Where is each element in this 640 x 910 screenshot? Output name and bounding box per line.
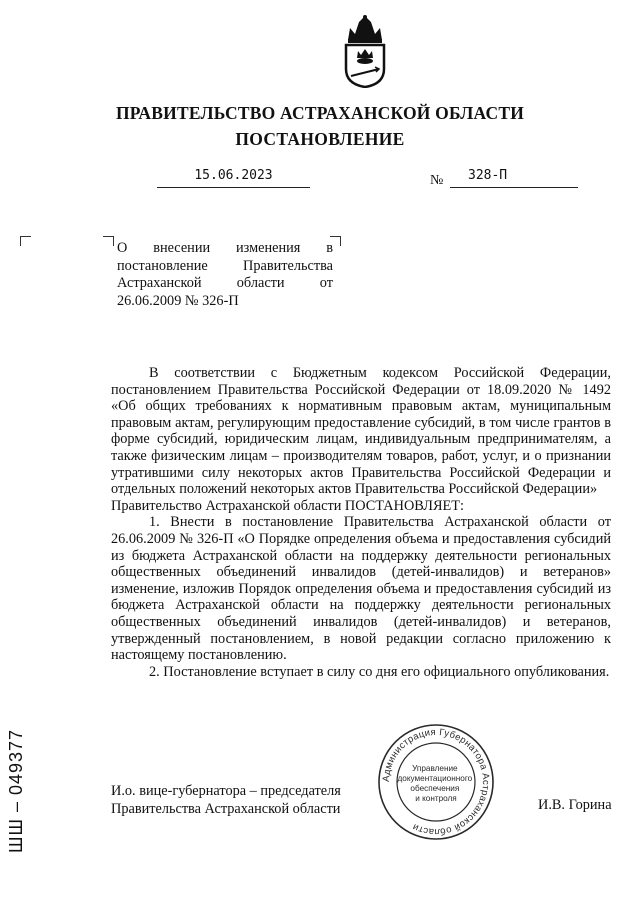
corner-mark xyxy=(20,236,31,246)
stamp-center-line: Управление xyxy=(412,764,458,773)
form-serial-number: ШШ – 049377 xyxy=(6,728,26,853)
number-label: № xyxy=(430,173,444,188)
stamp-center-line: и контроля xyxy=(415,794,457,803)
signatory-name: И.В. Горина xyxy=(538,797,612,813)
svg-text:Управление документационно xyxy=(398,764,475,803)
preamble-paragraph: В соответствии с Бюджетным кодексом Российской Федерации, постановлением Правительства Российской Федерации от 18.09.2020 № 1492 «Об общих требованиях к нормативным правовым актам, муниципальным правовым актам, регулирующим предоставление субсидий, в том числе грантов в форме субсидий, юридическим лицам, индивидуальным предпринимателям, а также физическим лицам – производителям товаров, работ, услуг, и о признании утратившими силу некоторых актов Правительства Российской Федерации и отдельных положений некоторых актов Правительства Российской Федерации» xyxy=(111,365,611,498)
stamp-center-line: документационного xyxy=(397,774,473,783)
document-subject: О внесении изменения в постановление Правительства Астраханской области от 26.06.2009 № 326-П xyxy=(117,240,333,309)
coat-of-arms-emblem xyxy=(342,14,388,88)
decree-paragraph: Правительство Астраханской области ПОСТАНОВЛЯЕТ: xyxy=(111,497,464,514)
date-underline xyxy=(157,187,310,188)
government-title: ПРАВИТЕЛЬСТВО АСТРАХАНСКОЙ ОБЛАСТИ xyxy=(115,103,525,123)
item-2-paragraph: 2. Постановление вступает в силу со дня его официального опубликования. xyxy=(149,663,610,680)
number-underline xyxy=(450,187,578,188)
item-1-paragraph: 1. Внести в постановление Правительства Астраханской области от 26.06.2009 № 326-П «О Порядке определения объема и предоставления субсидий из бюджета Астраханской области на поддержку деятельности региональных общественных объединений инвалидов (детей-инвалидов) и ветеранов» изменение, изложив Порядок определения объема и предоставления субсидий из бюджета Астраханской области на поддержку деятельности региональных общественных объединений инвалидов (детей-инвалидов) и ветеранов, утвержденный постановлением, в новой редакции согласно приложению к настоящему постановлению. xyxy=(111,514,611,664)
stamp-ring-text: Администрация Губернатора Астраханской области xyxy=(380,726,492,838)
document-date: 15.06.2023 xyxy=(194,168,273,183)
position-line-1: И.о. вице-губернатора – председателя xyxy=(111,783,341,799)
stamp-center-line: обеспечения xyxy=(410,784,460,793)
official-stamp xyxy=(376,723,496,841)
signatory-position xyxy=(111,783,341,818)
position-line-2: Правительства Астраханской области xyxy=(111,800,341,817)
document-type-title: ПОСТАНОВЛЕНИЕ xyxy=(235,129,405,149)
document-body xyxy=(111,365,611,680)
corner-mark xyxy=(103,236,114,246)
document-number: 328-П xyxy=(468,168,508,183)
